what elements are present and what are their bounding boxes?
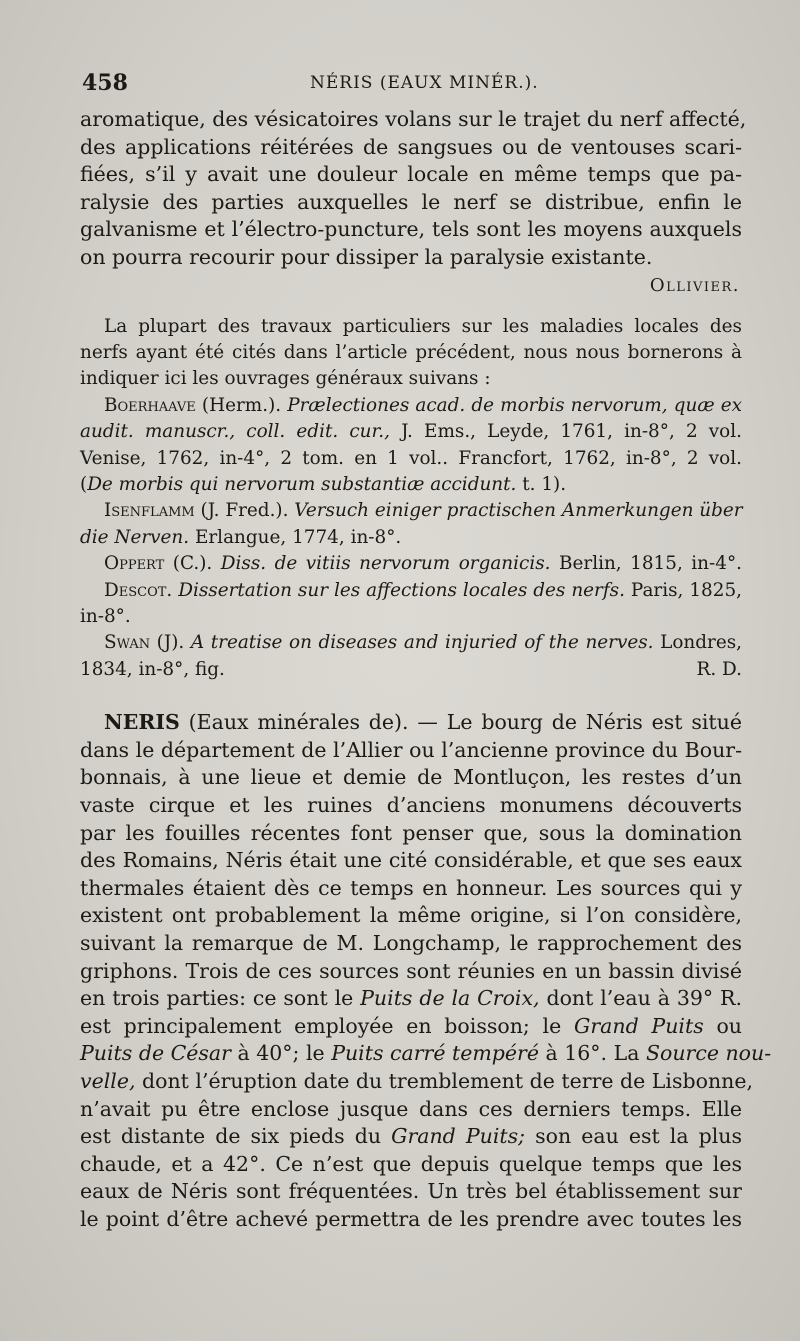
text-line: suivant la remarque de M. Longchamp, le rapprochement des bbox=[80, 931, 742, 955]
text-line: chaude, et a 42°. Ce n’est que depuis quelque temps que les bbox=[80, 1151, 742, 1176]
author-signature-rd: R. D. bbox=[696, 658, 742, 680]
text-line: velle, dont l’éruption date du tremblement de terre de Lisbonne, bbox=[80, 1068, 753, 1093]
biblio-line: 1834, in-8°, fig. R. D. bbox=[80, 657, 742, 683]
text-line: existent ont probablement la même origine, si l’on considère, bbox=[80, 903, 742, 928]
page-body bbox=[80, 106, 772, 1234]
article-neris bbox=[80, 709, 772, 1233]
biblio-line: (De morbis qui nervorum substantiæ accidunt. t. 1). bbox=[80, 474, 567, 495]
text-line: thermales étaient dès ce temps en honneur. Les sources qui y bbox=[80, 875, 742, 900]
text-line: n’avait pu être enclose jusque dans ces derniers temps. Elle bbox=[80, 1096, 742, 1121]
biblio-line: in-8°. bbox=[80, 606, 131, 628]
text-line: Puits de César à 40°; le Puits carré tempéré à 16°. La Source nou- bbox=[80, 1041, 772, 1066]
biblio-entry-swan: Swan (J). A treatise on diseases and injuried of the nerves. Londres, bbox=[104, 632, 742, 654]
biblio-entry-isenflamm: Isenflamm (J. Fred.). Versuch einiger practischen Anmerkungen über bbox=[104, 500, 743, 522]
biblio-entry-boerhaave: Boerhaave (Herm.). Prælectiones acad. de morbis nervorum, quæ ex bbox=[104, 394, 742, 416]
biblio-line: die Nerven. Erlangue, 1774, in-8°. bbox=[80, 526, 402, 548]
text-line: galvanisme et l’électro-puncture, tels sont les moyens auxquels bbox=[80, 217, 742, 242]
author-signature-ollivier: Ollivier. bbox=[649, 274, 740, 296]
text-line: vaste cirque et les ruines d’anciens monumens découverts bbox=[80, 793, 742, 818]
page-header bbox=[82, 70, 742, 100]
biblio-intro-line: La plupart des travaux particuliers sur les maladies locales des bbox=[104, 315, 742, 337]
article-first-line: NERIS (Eaux minérales de). — Le bourg de Néris est situé bbox=[104, 710, 742, 735]
biblio-intro-line: indiquer ici les ouvrages généraux suivans : bbox=[80, 368, 491, 390]
running-head: NÉRIS (EAUX MINÉR.). bbox=[310, 73, 539, 93]
text-line: dans le département de l’Allier ou l’ancienne province du Bour- bbox=[80, 737, 742, 762]
text-line: bonnais, à une lieue et demie de Montluçon, les restes d’un bbox=[80, 765, 742, 790]
biblio-entry-oppert: Oppert (C.). Diss. de vitiis nervorum organicis. Berlin, 1815, in-4°. bbox=[104, 553, 742, 575]
text-line: fiées, s’il y avait une douleur locale en même temps que pa- bbox=[80, 162, 742, 187]
text-line: le point d’être achevé permettra de les prendre avec toutes les bbox=[80, 1206, 742, 1231]
text-line: eaux de Néris sont fréquentées. Un très bel établissement sur bbox=[80, 1179, 742, 1204]
text-line: est principalement employée en boisson; le Grand Puits ou bbox=[80, 1013, 743, 1038]
biblio-line: audit. manuscr., coll. edit. cur., J. Ems., Leyde, 1761, in-8°, 2 vol. bbox=[80, 421, 742, 443]
page-number: 458 bbox=[82, 70, 128, 96]
text-line: griphons. Trois de ces sources sont réunies en un bassin divisé bbox=[80, 958, 742, 983]
text-line: on pourra recourir pour dissiper la paralysie existante. bbox=[80, 244, 653, 269]
biblio-intro-line: nerfs ayant été cités dans l’article précédent, nous nous bornerons à bbox=[80, 341, 742, 363]
article-headword: NERIS bbox=[104, 710, 180, 735]
text-line: est distante de six pieds du Grand Puits; son eau est la plus bbox=[80, 1124, 742, 1149]
text-line: des Romains, Néris était une cité considérable, et que ses eaux bbox=[80, 848, 742, 873]
text-line: ralysie des parties auxquelles le nerf se distribue, enfin le bbox=[80, 189, 742, 214]
bibliography bbox=[80, 314, 742, 684]
biblio-entry-descot: Descot. Dissertation sur les affections locales des nerfs. Paris, 1825, bbox=[104, 579, 742, 601]
text-line: des applications réitérées de sangsues ou de ventouses scari- bbox=[80, 134, 742, 159]
text-line: en trois parties: ce sont le Puits de la Croix, dont l’eau à 39° R. bbox=[80, 986, 742, 1011]
text-line: par les fouilles récentes font penser que, sous la domination bbox=[80, 820, 742, 845]
text-line: aromatique, des vésicatoires volans sur le trajet du nerf affecté, bbox=[80, 107, 747, 131]
biblio-line: Venise, 1762, in-4°, 2 tom. en 1 vol.. Francfort, 1762, in-8°, 2 vol. bbox=[80, 447, 742, 469]
paragraph-paralysie-end bbox=[80, 106, 747, 272]
